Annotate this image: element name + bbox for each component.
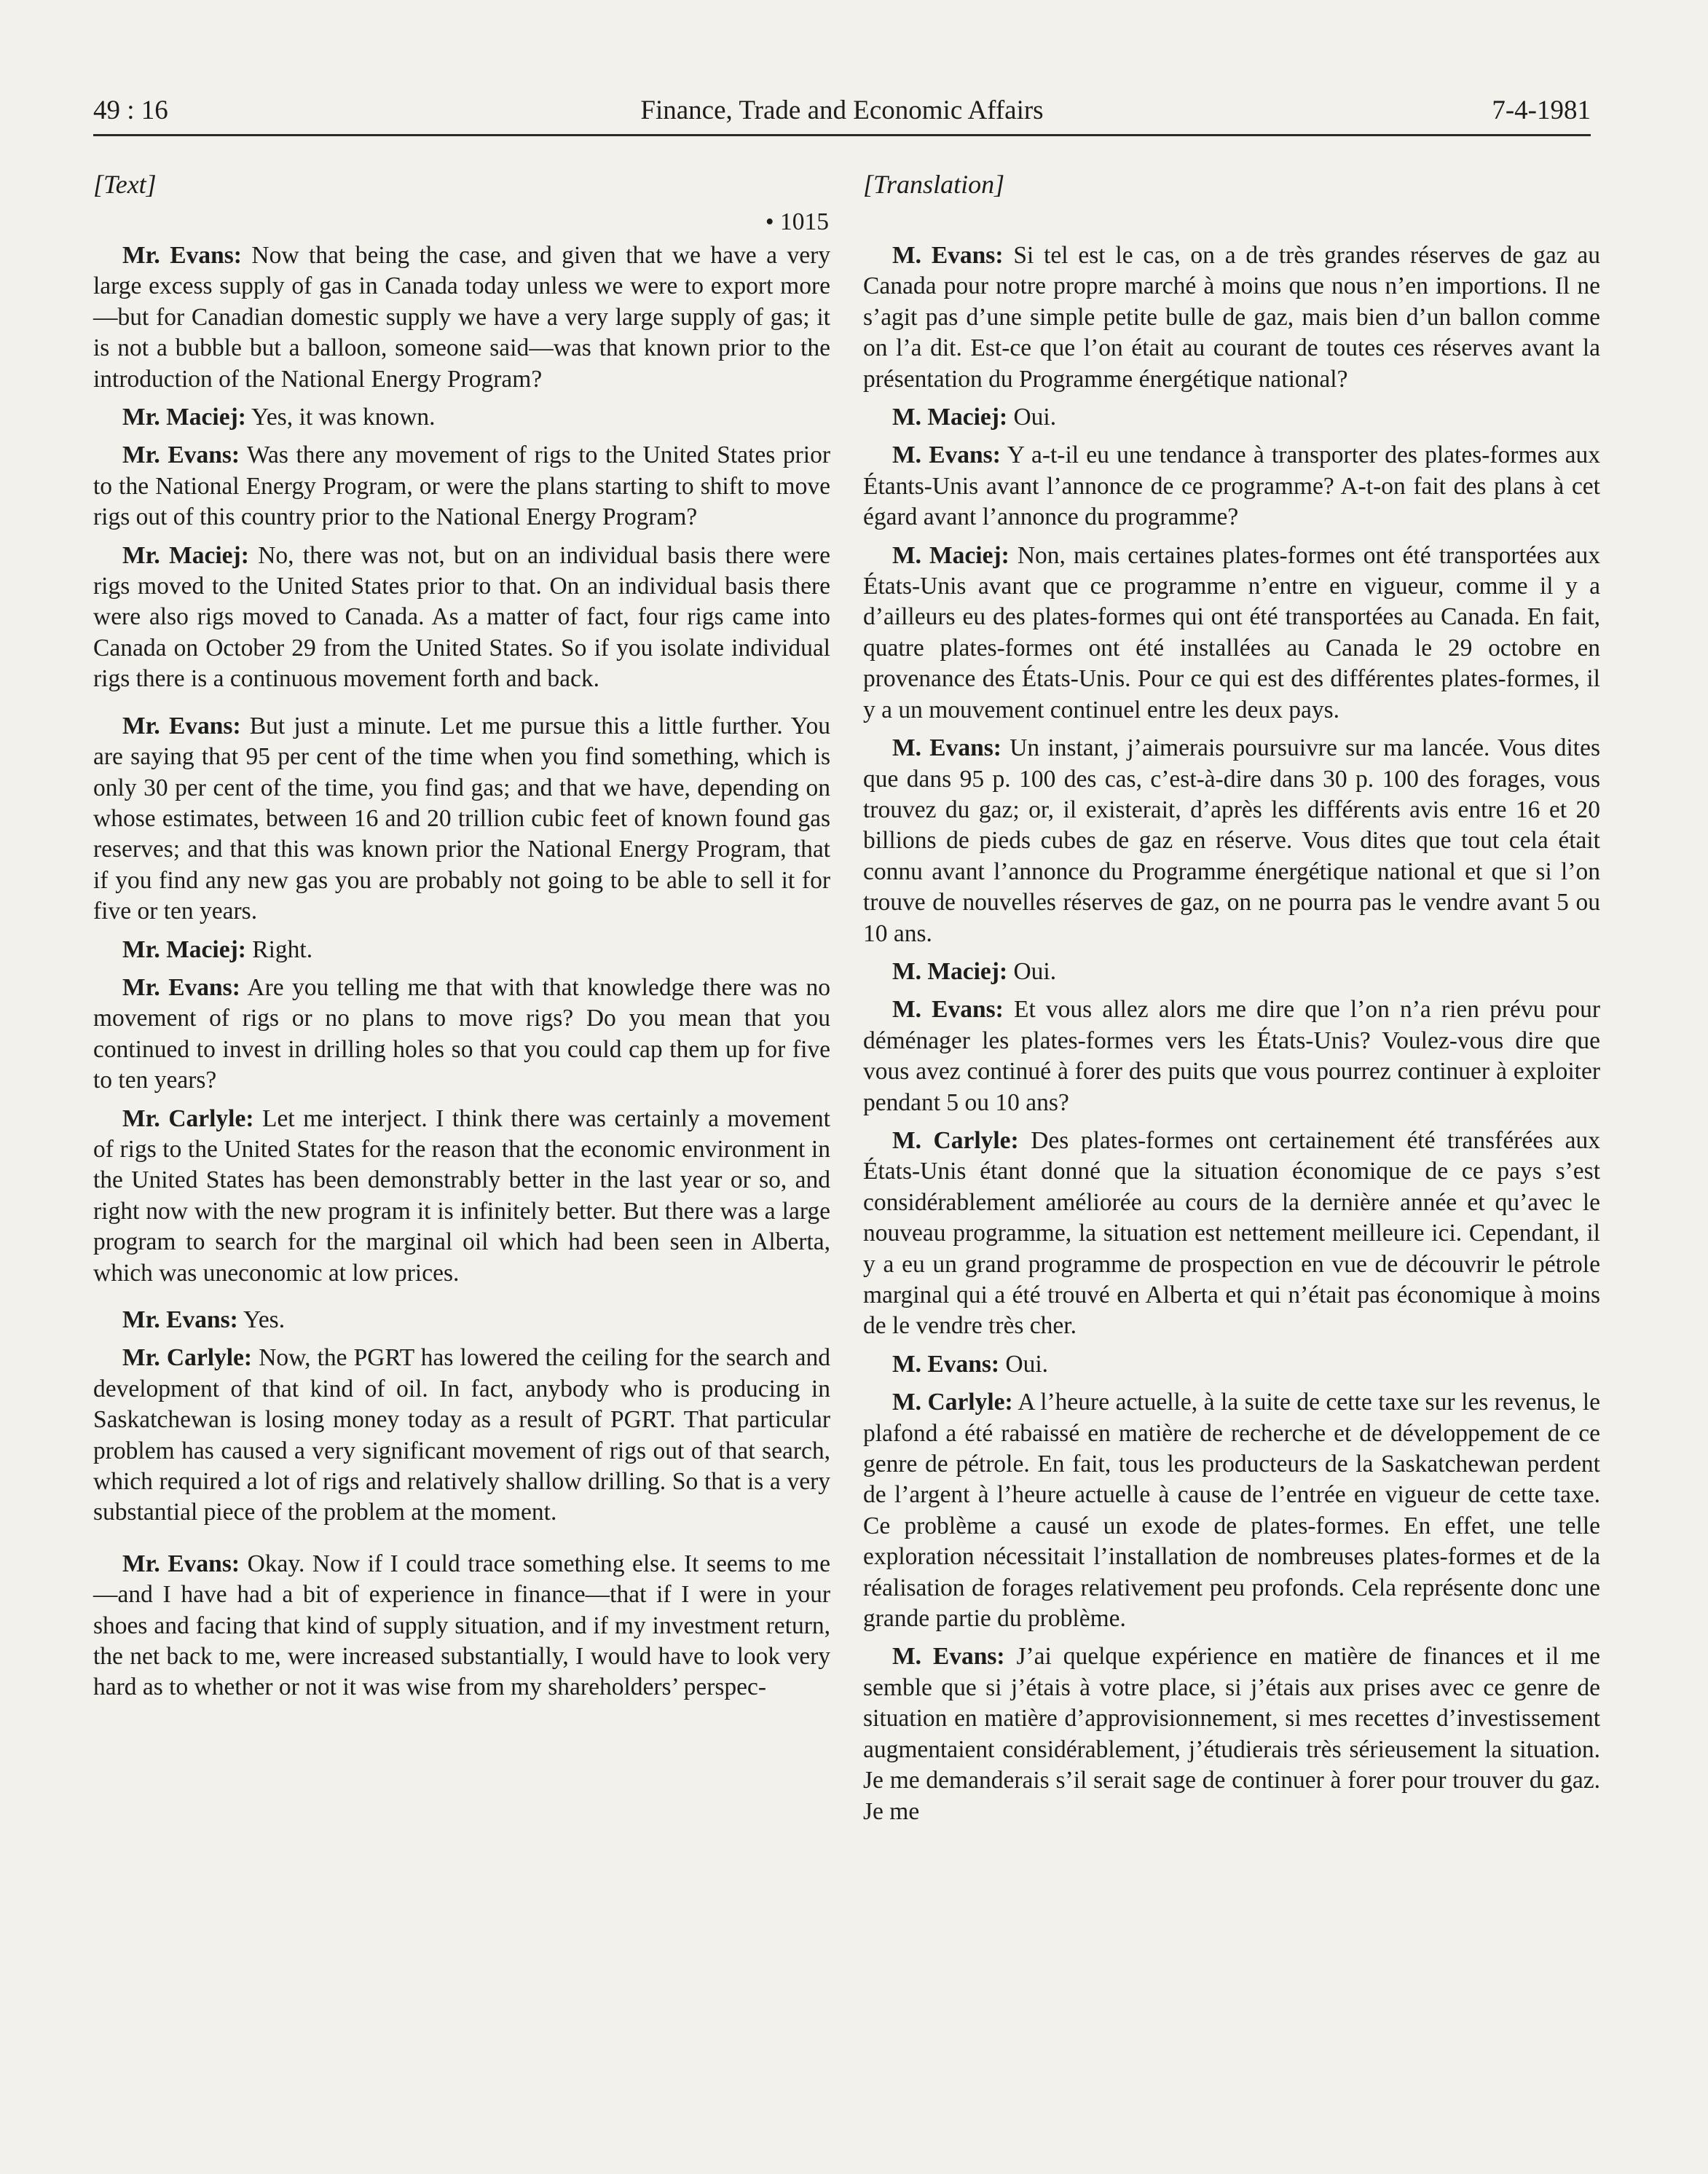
speaker-name: M. Carlyle:: [892, 1389, 1013, 1416]
speech-paragraph: [93, 935, 830, 965]
speech-paragraph: [93, 440, 830, 533]
speaker-name: Mr. Maciej:: [122, 541, 249, 569]
speech-text: Yes, it was known.: [245, 404, 436, 431]
speech-paragraph: [93, 1549, 830, 1703]
speech-paragraph: [863, 440, 1600, 533]
speech-paragraph: [93, 973, 830, 1096]
speech-paragraph: [863, 733, 1600, 949]
speaker-name: Mr. Carlyle:: [122, 1104, 254, 1132]
speech-text: J’ai quelque expérience en matière de finances et il me semble que si j’étais à votre place, si j’étais aux prises avec ce genre de situation en matière d’approvisionnement, si mes recettes d’investissement augmentaient considérablement, j’étudierais très sérieusement la situation. Je me demanderais s’il serait sage de continuer à forer pour trouver du gaz. Je me: [863, 1643, 1600, 1825]
speaker-name: Mr. Evans:: [122, 242, 242, 269]
speech-paragraph: [93, 1343, 830, 1528]
speaker-name: M. Evans:: [892, 996, 1004, 1024]
speech-text: Okay. Now if I could trace something else. It seems to me—and I have had a bit of experience in finance—that if I were in your shoes and facing that kind of supply situation, and if my investment return, the net back to me, were increased substantially, I would have to look very hard as to whether or not it was wise from my shareholders’ perspec-: [93, 1550, 830, 1701]
speech-text: Y a-t-il eu une tendance à transporter des plates-formes aux Étants-Unis avant l’annonce de ce programme? A-t-on fait des plans à cet égard avant l’annonce du programme?: [863, 442, 1600, 531]
speech-paragraph: [93, 541, 830, 695]
running-title: Finance, Trade and Economic Affairs: [640, 95, 1044, 125]
speech-text: Et vous allez alors me dire que l’on n’a rien prévu pour déménager les plates-formes vers les États-Unis? Voulez-vous dire que vous avez continué à forer des puits que vous pourrez continuer à exploiter pendant 5 ou 10 ans?: [863, 996, 1600, 1116]
speaker-name: Mr. Evans:: [122, 442, 240, 469]
column-label: [Translation]: [863, 170, 1005, 199]
speech-paragraph: [93, 1305, 830, 1335]
speech-text: Yes.: [237, 1306, 286, 1333]
page-header: [93, 92, 1591, 136]
speaker-name: M. Maciej:: [892, 541, 1010, 569]
speech-text: Si tel est le cas, on a de très grandes réserves de gaz au Canada pour notre propre marché à moins que nous n’en importions. Il ne s’agit pas d’une simple petite bulle de gaz, mais bien d’un ballon comme on l’a dit. Est-ce que l’on était au courant de toutes ces réserves avant la présentation du Programme énergétique national?: [863, 242, 1601, 393]
speech-text: Oui.: [1007, 957, 1057, 985]
speaker-name: Mr. Carlyle:: [122, 1344, 253, 1372]
speech-paragraph: [93, 711, 830, 927]
speaker-name: M. Evans:: [892, 1350, 1000, 1378]
speech-text: Non, mais certaines plates-formes ont été transportées aux États-Unis avant que ce programme n’entre en vigueur, comme il y a d’ailleurs eu des plates-formes qui ont été transportées au Canada. En fait, quatre plates-formes ont été installées au Canada le 29 octobre en provenance des États-Unis. Pour ce qui est des différentes plates-formes, il y a un mouvement continuel entre les deux pays.: [863, 541, 1600, 723]
speaker-name: Mr. Evans:: [122, 1306, 238, 1333]
french-column: [863, 169, 1600, 1834]
time-marker: • 1015: [765, 208, 829, 235]
speech-paragraph: [93, 402, 830, 433]
speech-paragraph: [863, 1126, 1600, 1342]
speaker-name: M. Maciej:: [892, 957, 1008, 985]
speech-paragraph: [863, 957, 1600, 987]
speech-text: But just a minute. Let me pursue this a little further. You are saying that 95 per cent of the time when you find something, which is only 30 per cent of the time, you find gas; and that we have, depending on whose estimates, between 16 and 20 trillion cubic feet of known found gas reserves; and that this was known prior the National Energy Program, that if you find any new gas you are probably not going to be able to sell it for five or ten years.: [93, 712, 830, 925]
speech-paragraph: [863, 541, 1600, 726]
speech-paragraph: [93, 240, 830, 395]
english-column: [93, 169, 830, 1711]
speech-text: Let me interject. I think there was certainly a movement of rigs to the United States for the reason that the economic environment in the United States has been demonstrably better in the last year or so, and right now with the new program it is infinitely better. But there was a large program to search for the marginal oil which had been seen in Alberta, which was uneconomic at low prices.: [93, 1104, 830, 1287]
speaker-name: M. Evans:: [892, 1643, 1005, 1671]
speaker-name: M. Maciej:: [892, 404, 1008, 431]
speech-paragraph: [863, 1349, 1600, 1380]
speaker-name: Mr. Maciej:: [122, 404, 246, 431]
speaker-name: Mr. Evans:: [122, 712, 241, 739]
speech-paragraph: [863, 1641, 1600, 1826]
speaker-name: Mr. Maciej:: [122, 935, 246, 963]
speaker-name: Mr. Evans:: [122, 973, 240, 1001]
speech-text: Oui.: [999, 1350, 1049, 1378]
speaker-name: M. Evans:: [892, 734, 1001, 762]
speaker-name: M. Evans:: [892, 442, 1001, 469]
speech-text: No, there was not, but on an individual basis there were rigs moved to the United States prior to that. On an individual basis there were also rigs moved to Canada. As a matter of fact, four rigs came into Canada on October 29 from the United States. So if you isolate individual rigs there is a continuous movement forth and back.: [93, 541, 830, 693]
speaker-name: Mr. Evans:: [122, 1550, 240, 1577]
speech-text: Un instant, j’aimerais poursuivre sur ma lancée. Vous dites que dans 95 p. 100 des cas, c’est-à-dire dans 30 p. 100 des forages, vous trouvez du gaz; or, il existerait, d’après les différents avis entre 16 et 20 billions de pieds cubes de gaz en réserve. Vous dites que tout cela était connu avant l’annonce du Programme énergétique national et que si l’on trouve de nouvelles réserves de gaz, on ne pourra pas le vendre avant 5 ou 10 ans.: [863, 734, 1600, 947]
speech-text: Oui.: [1007, 404, 1057, 431]
speech-text: A l’heure actuelle, à la suite de cette taxe sur les revenus, le plafond a été rabaissé en matière de recherche et de développement de ce genre de pétrole. En fait, tous les producteurs de la Saskatchewan perdent de l’argent à l’heure actuelle à cause de l’entrée en vigueur de cette taxe. Ce problème a causé un exode de plates-formes. En effet, une telle exploration nécessitait l’installation de nombreuses plates-formes et de la réalisation de forages relativement peu profonds. Cela représente donc une grande partie du problème.: [863, 1389, 1600, 1633]
speech-text: Des plates-formes ont certainement été transférées aux États-Unis étant donné que la situation économique de ce pays s’est considérablement améliorée au cours de la dernière année et qu’avec le nouveau programme, la situation est nettement meilleure ici. Cependant, il y a eu un grand programme de prospection en vue de découvrir le pétrole marginal qui a été trouvé en Alberta et qui n’était pas économique à moins de le vendre très cher.: [863, 1126, 1600, 1340]
speech-text: Right.: [245, 935, 313, 963]
speech-paragraph: [863, 994, 1600, 1118]
speech-paragraph: [93, 1104, 830, 1289]
speech-paragraph: [863, 402, 1600, 433]
time-spacer: [863, 207, 1600, 240]
page-number: 49 : 16: [93, 95, 168, 125]
speech-text: Was there any movement of rigs to the United States prior to the National Energy Program, or were the plans starting to shift to move rigs out of this country prior to the National Energy Program?: [93, 442, 831, 531]
speech-text: Now, the PGRT has lowered the ceiling for the search and development of that kind of oil. In fact, anybody who is producing in Saskatchewan is losing money today as a result of PGRT. That particular problem has caused a very significant movement of rigs out of that search, which required a lot of rigs and relatively shallow drilling. So that is a very substantial piece of the problem at the moment.: [93, 1344, 830, 1526]
header-date: 7-4-1981: [1492, 95, 1591, 125]
speaker-name: M. Carlyle:: [892, 1126, 1019, 1154]
speech-text: Now that being the case, and given that we have a very large excess supply of gas in Canada today unless we were to export more—but for Canadian domestic supply we have a very large supply of gas; it is not a bubble but a balloon, someone said—was that known prior to the introduction of the National Energy Program?: [93, 242, 830, 393]
speech-text: Are you telling me that with that knowledge there was no movement of rigs or no plans to move rigs? Do you mean that you continued to invest in drilling holes so that you could cap them up for five to ten years?: [93, 973, 830, 1094]
speech-paragraph: [863, 1387, 1600, 1634]
speaker-name: M. Evans:: [892, 242, 1004, 269]
speech-paragraph: [863, 240, 1600, 395]
column-label: [Text]: [93, 170, 157, 199]
